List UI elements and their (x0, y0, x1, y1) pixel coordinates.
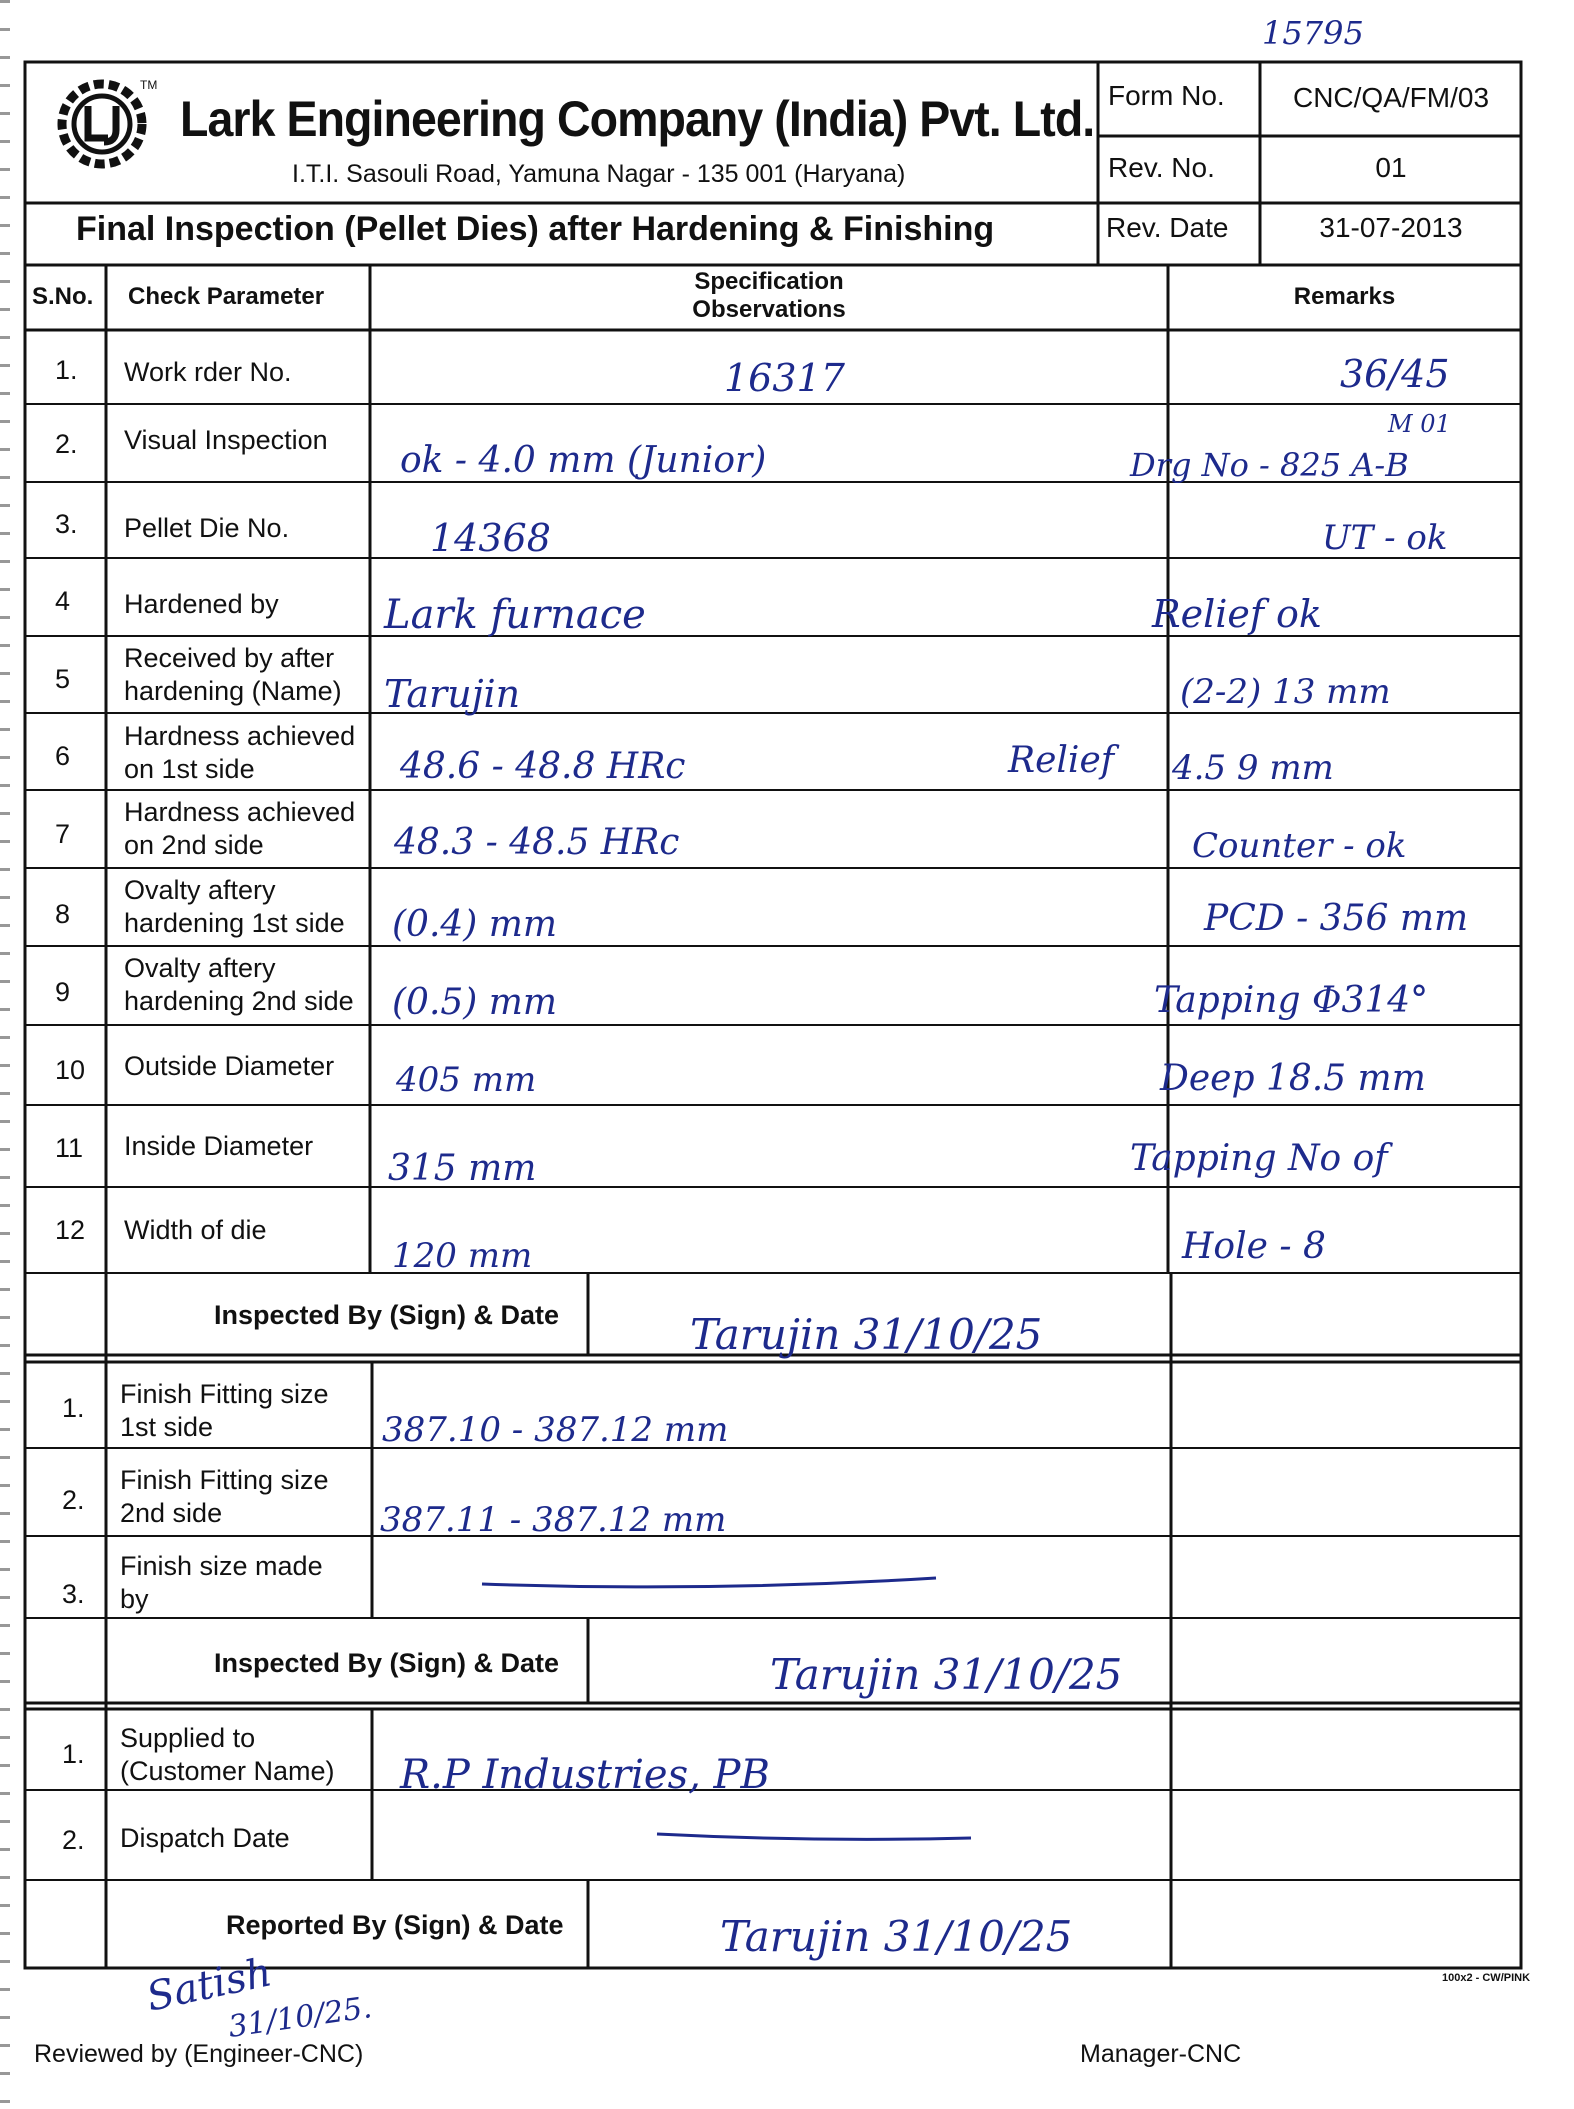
row-9-remark: Tapping Φ314° (1154, 980, 1429, 1021)
row-4-remark: Relief ok (1152, 592, 1322, 636)
row-6-param: Hardness achieved on 1st side (124, 721, 356, 784)
form-title: Final Inspection (Pellet Dies) after Hardening & Finishing (76, 210, 995, 248)
finish-row-1-observation: 387.10 - 387.12 mm (382, 1410, 729, 1450)
row-6-sno: 6 (55, 741, 71, 771)
row-1-param: Work rder No. (124, 357, 292, 387)
row-10-param: Outside Diameter (124, 1051, 335, 1081)
dispatch-row-2-sno: 2. (62, 1825, 85, 1855)
row-3-observation: 14368 (430, 516, 551, 560)
finish-row-3-strike (480, 1570, 940, 1594)
inspected-by-label-2: Inspected By (Sign) & Date (214, 1648, 560, 1678)
row-5-sno: 5 (55, 664, 71, 694)
dispatch-row-1-param: Supplied to (Customer Name) (120, 1723, 335, 1786)
dispatch-date-strike (655, 1826, 975, 1846)
row-6-observation-extra: Relief (1008, 740, 1115, 781)
customer-name-observation: R.P Industries, PB (400, 1752, 770, 1798)
inspector-signature-1: Tarujin 31/10/25 (690, 1310, 1043, 1359)
form-no-label: Form No. (1108, 80, 1225, 111)
row-5-param: Received by after hardening (Name) (124, 643, 342, 706)
row-5-observation: Tarujin (384, 672, 521, 716)
row-7-sno: 7 (55, 819, 71, 849)
reported-by-label: Reported By (Sign) & Date (226, 1910, 564, 1940)
manager-label: Manager-CNC (1080, 2040, 1242, 2068)
row-2-remark-note: M 01 (1388, 410, 1451, 438)
row-1-observation: 16317 (724, 356, 845, 400)
row-7-remark: Counter - ok (1192, 826, 1407, 866)
reviewed-by-label: Reviewed by (Engineer-CNC) (34, 2040, 364, 2068)
header-sno: S.No. (32, 283, 94, 310)
row-3-remark: UT - ok (1322, 518, 1448, 558)
row-1-sno: 1. (55, 355, 78, 385)
header-check-parameter: Check Parameter (128, 283, 325, 310)
row-11-param: Inside Diameter (124, 1131, 314, 1161)
row-7-observation: 48.3 - 48.5 HRc (394, 822, 680, 863)
row-9-observation: (0.5) mm (392, 982, 558, 1023)
row-2-param: Visual Inspection (124, 425, 328, 455)
row-11-observation: 315 mm (388, 1148, 537, 1189)
form-no-value: CNC/QA/FM/03 (1292, 82, 1490, 113)
row-7-param: Hardness achieved on 2nd side (124, 797, 356, 860)
reporter-signature: Tarujin 31/10/25 (720, 1912, 1073, 1961)
row-10-sno: 10 (55, 1055, 86, 1085)
header-remarks: Remarks (1293, 283, 1396, 310)
print-code: 100x2 - CW/PINK (1442, 1972, 1531, 1984)
finish-row-3-param: Finish size made by (120, 1551, 323, 1614)
row-9-param: Ovalty aftery hardening 2nd side (124, 953, 354, 1016)
finish-row-3-sno: 3. (62, 1579, 85, 1609)
row-3-sno: 3. (55, 509, 78, 539)
row-4-observation: Lark furnace (384, 592, 646, 638)
row-2-observation: ok - 4.0 mm (Junior) (400, 440, 767, 481)
rev-no-label: Rev. No. (1108, 152, 1215, 183)
row-1-remark: 36/45 (1340, 352, 1450, 396)
finish-row-1-param: Finish Fitting size 1st side (120, 1379, 329, 1442)
row-8-param: Ovalty aftery hardening 1st side (124, 875, 345, 938)
row-12-sno: 12 (55, 1215, 86, 1245)
reviewer-signature: Satish (142, 1949, 276, 2021)
row-5-remark: (2-2) 13 mm (1180, 672, 1391, 712)
row-10-observation: 405 mm (396, 1060, 537, 1100)
row-8-remark: PCD - 356 mm (1204, 898, 1469, 939)
row-9-sno: 9 (55, 977, 71, 1007)
row-8-sno: 8 (55, 899, 71, 929)
inspector-signature-2: Tarujin 31/10/25 (770, 1650, 1123, 1699)
handwritten-serial-number: 15795 (1262, 14, 1364, 52)
row-4-sno: 4 (55, 586, 71, 616)
rev-no-value: 01 (1375, 152, 1407, 183)
dispatch-row-2-param: Dispatch Date (120, 1823, 290, 1853)
finish-row-2-param: Finish Fitting size 2nd side (120, 1465, 329, 1528)
row-12-param: Width of die (124, 1215, 267, 1245)
header-specification: Specification (694, 268, 844, 295)
finish-row-2-observation: 387.11 - 387.12 mm (380, 1500, 727, 1540)
finish-row-1-sno: 1. (62, 1393, 85, 1423)
row-11-sno: 11 (55, 1133, 84, 1163)
row-4-param: Hardened by (124, 589, 279, 619)
company-name: Lark Engineering Company (India) Pvt. Ltd. (180, 91, 1095, 147)
header-observations: Observations (692, 296, 846, 323)
row-12-remark: Hole - 8 (1182, 1226, 1326, 1267)
row-6-observation: 48.6 - 48.8 HRc (400, 746, 686, 787)
reviewer-date: 31/10/25. (226, 1990, 375, 2045)
row-11-remark: Tapping No of (1130, 1138, 1388, 1179)
row-2-sno: 2. (55, 429, 78, 459)
rev-date-value: 31-07-2013 (1319, 212, 1463, 243)
row-2-remark: Drg No - 825 A-B (1130, 446, 1409, 484)
finish-row-2-sno: 2. (62, 1485, 85, 1515)
dispatch-row-1-sno: 1. (62, 1739, 85, 1769)
inspected-by-label-1: Inspected By (Sign) & Date (214, 1300, 560, 1330)
row-6-remark: 4.5 9 mm (1172, 748, 1334, 788)
rev-date-label: Rev. Date (1106, 212, 1229, 243)
row-12-observation: 120 mm (392, 1236, 533, 1276)
row-10-remark: Deep 18.5 mm (1160, 1058, 1426, 1099)
row-8-observation: (0.4) mm (392, 904, 558, 945)
company-address: I.T.I. Sasouli Road, Yamuna Nagar - 135 001 (Haryana) (292, 160, 906, 188)
trademark-mark: TM (140, 78, 158, 92)
row-3-param: Pellet Die No. (124, 513, 290, 543)
